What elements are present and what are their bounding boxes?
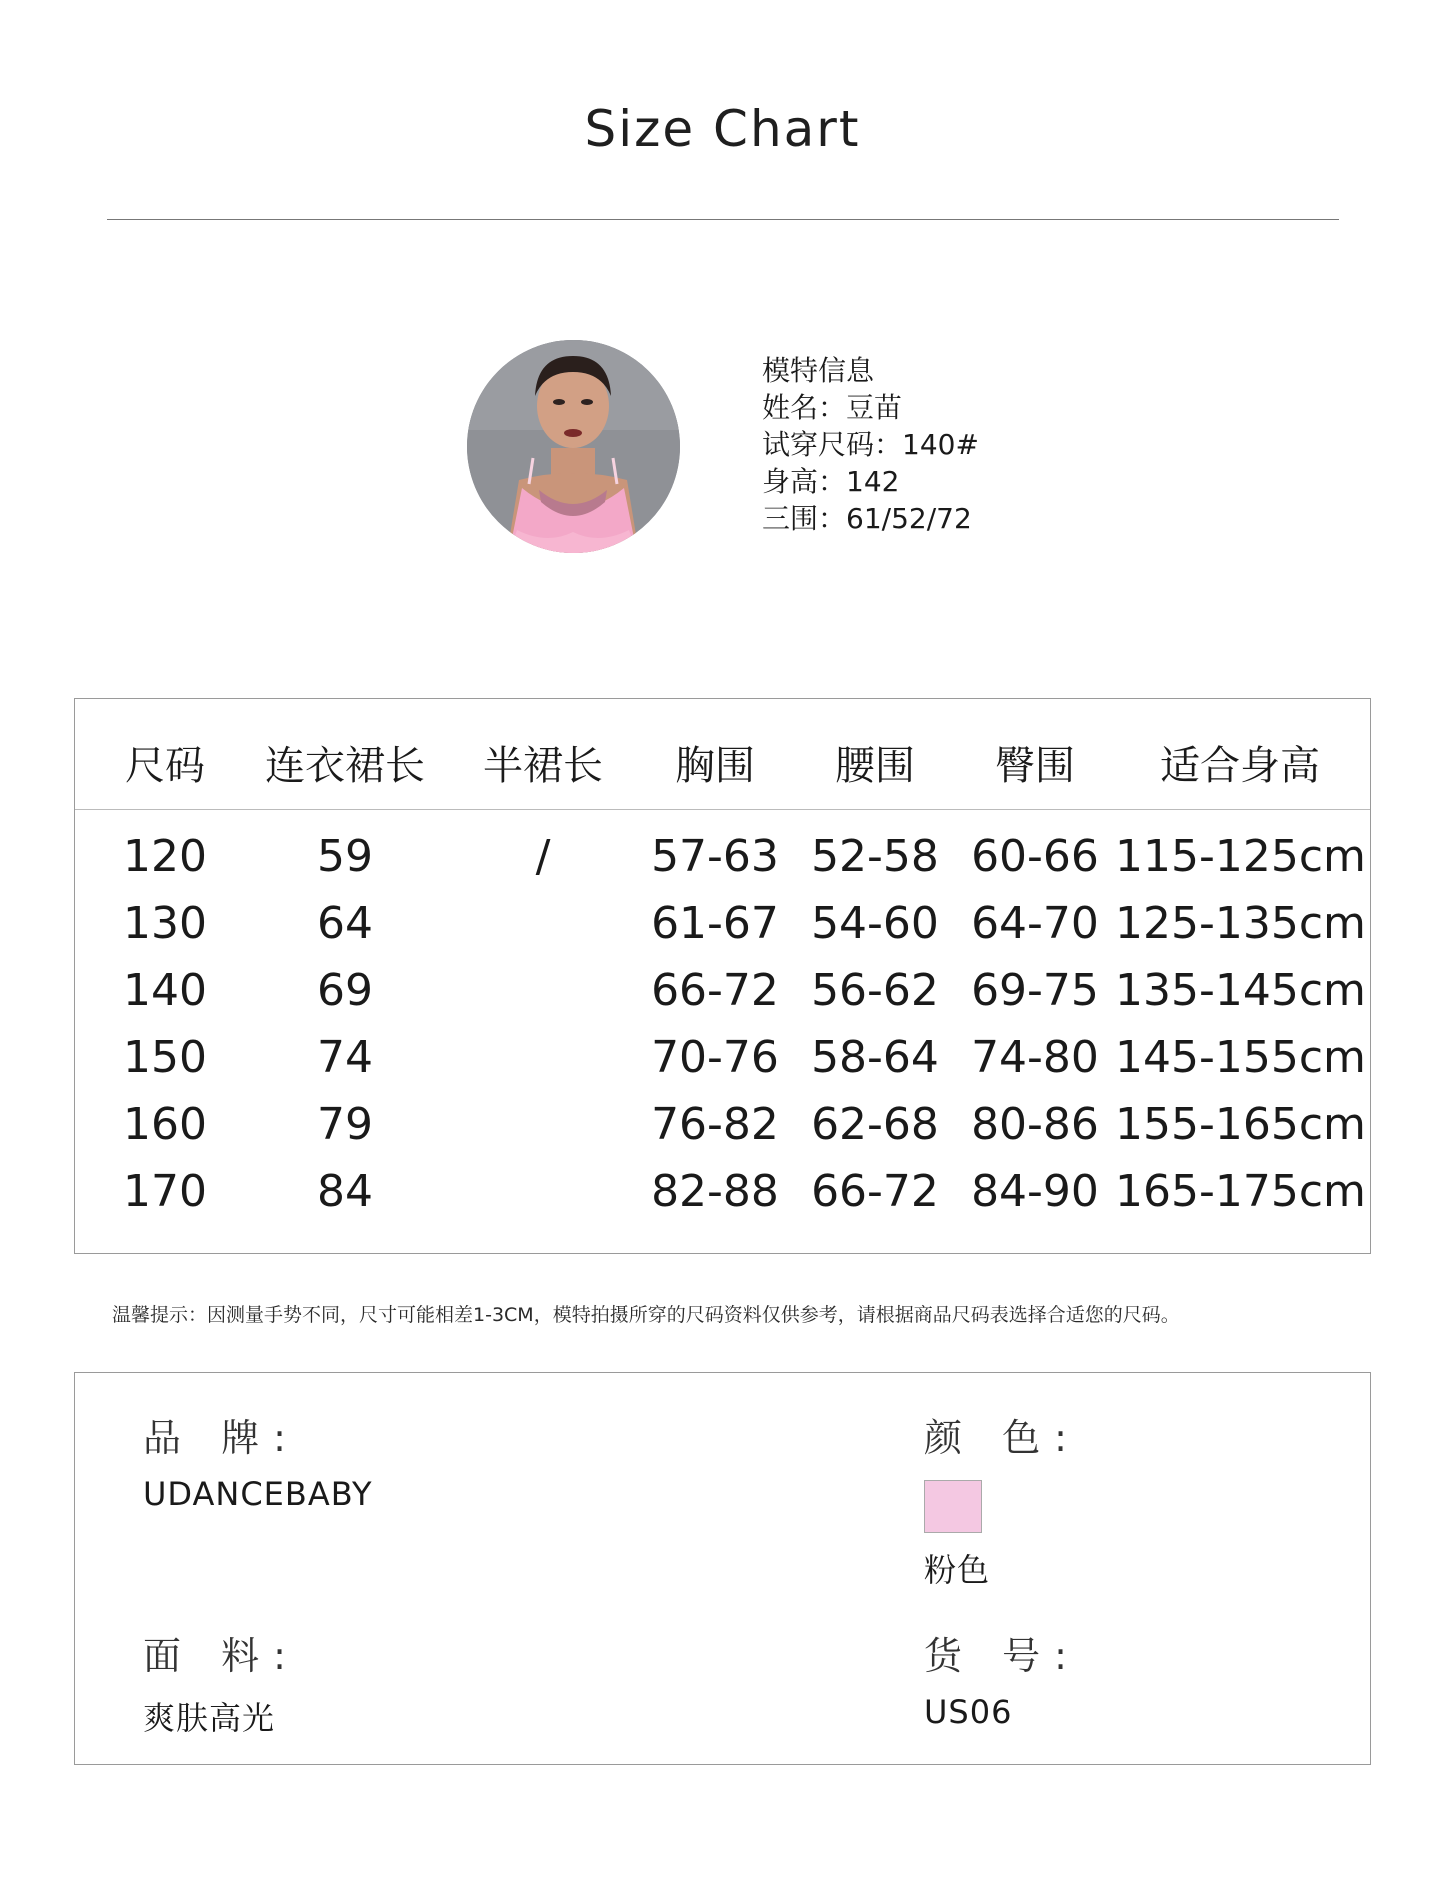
model-measurements: 三围：61/52/72 [762, 502, 972, 535]
cell-waist: 66-72 [811, 1166, 939, 1217]
cell-dress-length: 79 [317, 1099, 373, 1150]
sku-value: US06 [924, 1693, 1013, 1731]
cell-dress-length: 74 [317, 1032, 373, 1083]
cell-size: 150 [123, 1032, 207, 1083]
cell-size: 120 [123, 831, 207, 882]
cell-fit-height: 135-145cm [1115, 965, 1366, 1016]
cell-fit-height: 145-155cm [1115, 1032, 1366, 1083]
cell-skirt-length [453, 1164, 633, 1220]
header-skirt-length: 半裙长 [483, 743, 603, 789]
model-info [762, 352, 979, 537]
cell-bust: 70-76 [651, 1032, 779, 1083]
color-value: 粉色 [924, 1551, 991, 1589]
brand-label: 品 牌: [143, 1416, 300, 1460]
cell-dress-length: 59 [317, 831, 373, 882]
cell-fit-height: 165-175cm [1115, 1166, 1366, 1217]
cell-fit-height: 125-135cm [1115, 898, 1366, 949]
cell-skirt-length [453, 896, 633, 952]
cell-fit-height: 115-125cm [1115, 831, 1366, 882]
cell-bust: 66-72 [651, 965, 779, 1016]
cell-skirt-length: / [535, 831, 551, 882]
header-fit-height: 适合身高 [1160, 743, 1320, 789]
cell-hip: 69-75 [971, 965, 1099, 1016]
table-header-divider [75, 809, 1370, 810]
fabric-value: 爽肤高光 [143, 1699, 276, 1737]
cell-skirt-length [453, 1030, 633, 1086]
cell-hip: 64-70 [971, 898, 1099, 949]
cell-bust: 82-88 [651, 1166, 779, 1217]
cell-size: 170 [123, 1166, 207, 1217]
size-tip-note: 温馨提示：因测量手势不同，尺寸可能相差1-3CM，模特拍摄所穿的尺码资料仅供参考，请根据商品尺码表选择合适您的尺码。 [112, 1304, 1180, 1326]
cell-waist: 58-64 [811, 1032, 939, 1083]
model-photo-illustration [467, 340, 680, 553]
header-dress-length: 连衣裙长 [265, 743, 425, 789]
cell-fit-height: 155-165cm [1115, 1099, 1366, 1150]
cell-dress-length: 69 [317, 965, 373, 1016]
fabric-label: 面 料: [143, 1634, 300, 1678]
cell-waist: 54-60 [811, 898, 939, 949]
cell-bust: 57-63 [651, 831, 779, 882]
cell-size: 130 [123, 898, 207, 949]
cell-skirt-length [453, 963, 633, 1019]
header-waist: 腰围 [835, 743, 915, 789]
page-title: Size Chart [584, 100, 861, 158]
cell-hip: 84-90 [971, 1166, 1099, 1217]
title-divider [107, 219, 1339, 220]
header-size: 尺码 [125, 743, 205, 789]
model-name: 姓名：豆苗 [762, 391, 903, 424]
cell-dress-length: 64 [317, 898, 373, 949]
cell-size: 140 [123, 965, 207, 1016]
cell-bust: 76-82 [651, 1099, 779, 1150]
color-label: 颜 色: [924, 1416, 1081, 1460]
model-height: 身高：142 [762, 465, 900, 498]
cell-waist: 62-68 [811, 1099, 939, 1150]
cell-hip: 60-66 [971, 831, 1099, 882]
cell-size: 160 [123, 1099, 207, 1150]
model-info-heading: 模特信息 [762, 354, 875, 387]
model-try-size: 试穿尺码：140# [762, 428, 979, 461]
cell-bust: 61-67 [651, 898, 779, 949]
cell-skirt-length [453, 1097, 633, 1153]
cell-waist: 52-58 [811, 831, 939, 882]
size-table [74, 698, 1371, 1254]
cell-dress-length: 84 [317, 1166, 373, 1217]
header-hip: 臀围 [995, 743, 1075, 789]
color-swatch [924, 1480, 982, 1533]
cell-hip: 80-86 [971, 1099, 1099, 1150]
cell-waist: 56-62 [811, 965, 939, 1016]
cell-hip: 74-80 [971, 1032, 1099, 1083]
product-info-box [74, 1372, 1371, 1765]
model-avatar [467, 340, 680, 553]
sku-label: 货 号: [924, 1634, 1081, 1678]
brand-value: UDANCEBABY [143, 1475, 373, 1513]
header-bust: 胸围 [675, 743, 755, 789]
